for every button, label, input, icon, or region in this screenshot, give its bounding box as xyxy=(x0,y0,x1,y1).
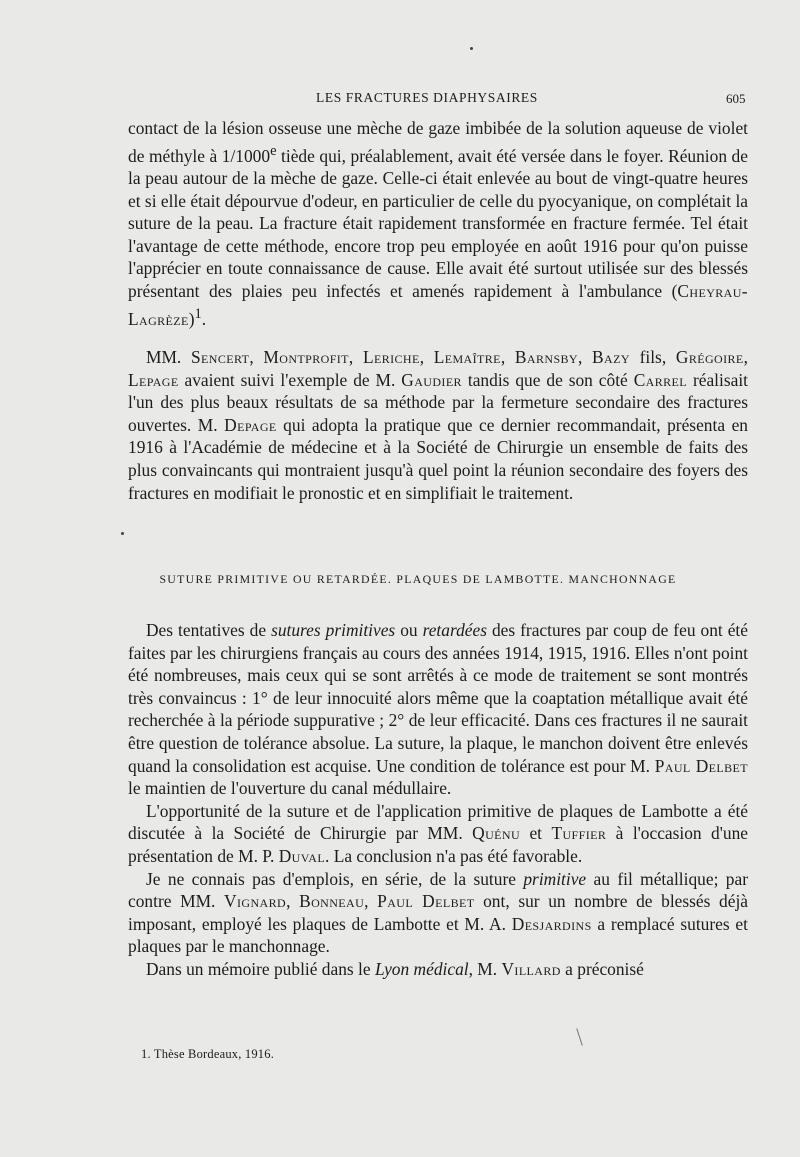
footnote-ref: 1 xyxy=(194,305,202,322)
print-speck xyxy=(470,47,473,50)
author-name: Sencert xyxy=(190,347,250,367)
author-name: Paul Delbet xyxy=(377,891,475,912)
author-name: Montprofit xyxy=(263,347,349,367)
author-name: Leriche xyxy=(362,347,420,367)
author-name: Lepage xyxy=(128,369,179,390)
author-name: Desjardins xyxy=(511,913,592,934)
author-name: Vignard xyxy=(224,891,287,912)
author-name: Quénu xyxy=(472,823,521,844)
page-number: 605 xyxy=(726,91,746,106)
author-name: Lemaître xyxy=(433,347,501,367)
paragraph-violet-methyl: contact de la lésion osseuse une mèche de gaze imbibée de la solution aqueuse de violet de méthyle à 1/1000e tiède qui, préalablement, avait été versée dans le foyer. Réunion de la peau autour de la mèche de gaze. Celle-ci était enlevée au bout de vingt-quatre heures et si elle était dépourvue d'odeur, en particulier de celle du pyocyanique, on complétait la suture de la peau. La fracture était rapidement transformée en fracture fermée. Tel était l'avantage de cette méthode, encore trop peu employée en août 1916 pour qu'on puisse l'apprécier en toute connaissance de cause. Elle avait été surtout utilisée sur des blessés présentant des plaies peu infectés et amenés rapidement à l'ambulance (Cheyrau-Lagrèze)$^1$. xyxy=(128,118,748,329)
section-heading: SUTURE PRIMITIVE OU RETARDÉE. PLAQUES DE LAMBOTTE. MANCHONNAGE xyxy=(159,572,677,586)
author-name: Duval xyxy=(278,845,326,866)
paragraph-sutures: Des tentatives de sutures primitives ou retardées des fractures par coup de feu ont été faites par les chirurgiens français au cours des années 1914, 1915, 1916. Elles n'ont point été nombreuses, mais ceux qui se sont arrêtés à ce mode de traitement se sont montrés très convaincus : 1° de leur innocuité alors même que la coaptation métallique avait été recherchée à la période suppurative ; 2° de leur efficacité. Dans ces fractures il ne saurait être question de tolérance absolue. La suture, la plaque, le manchon doivent être enlevés quand la consolidation est acquise. Une condition de tolérance est pour M. Paul Delbet le maintien de l'ouverture du canal médullaire. xyxy=(128,620,748,799)
paragraph-emplois: Je ne connais pas d'emplois, en série, de la suture primitive au fil métallique; par contre MM. Vignard, Bonneau, Paul Delbet ont, sur un nombre de blessés déjà imposant, employé les plaques de Lambotte et M. A. Desjardins a remplacé sutures et plaques par le manchonnage. xyxy=(128,868,749,957)
author-name: Bonneau xyxy=(299,891,365,912)
author-name: Villard xyxy=(501,958,561,979)
running-header xyxy=(0,90,800,112)
author-name: Carrel xyxy=(633,369,688,390)
print-speck xyxy=(576,1028,583,1045)
author-name: Paul Delbet xyxy=(654,755,748,776)
author-name: Depage xyxy=(224,414,277,435)
paragraph-surgeons: MM. Sencert, Montprofit, Leriche, Lemaître, Barnsby, Bazy fils, Grégoire, Lepage avaient suivi l'exemple de M. Gaudier tandis que de son côté Carrel réalisait l'un des plus beaux résultats de sa méthode par la fermeture secondaire des fractures ouvertes. M. Depage qui adopta la pratique que ce dernier recommandait, présenta en 1916 à l'Académie de médecine et à la Société de Chirurgie un ensemble de faits des plus convaincants qui montraient jusqu'à quel point la réunion secondaire des foyers des fractures en modifiait le pronostic et en simplifiait le traitement. xyxy=(128,347,748,503)
author-name: Bazy xyxy=(592,347,630,367)
author-name: Tuffier xyxy=(551,823,607,844)
author-name: Cheyrau-Lagrèze xyxy=(128,280,748,329)
footnote: 1. Thèse Bordeaux, 1916. xyxy=(141,1047,275,1061)
section-body xyxy=(128,619,748,981)
print-speck xyxy=(121,532,124,535)
running-title: LES FRACTURES DIAPHYSAIRES xyxy=(316,90,538,105)
author-name: Grégoire xyxy=(675,347,744,367)
paragraph-lambotte: L'opportunité de la suture et de l'application primitive de plaques de Lambotte a été discutée à la Société de Chirurgie par MM. Quénu et Tuffier à l'occasion d'une présentation de M. P. Duval. La conclusion n'a pas été favorable. xyxy=(128,800,748,866)
paragraph-lyon: Dans un mémoire publié dans le Lyon médical, M. Villard a préconisé xyxy=(146,958,644,979)
author-name: Gaudier xyxy=(401,369,462,390)
author-name: Barnsby xyxy=(514,347,579,367)
